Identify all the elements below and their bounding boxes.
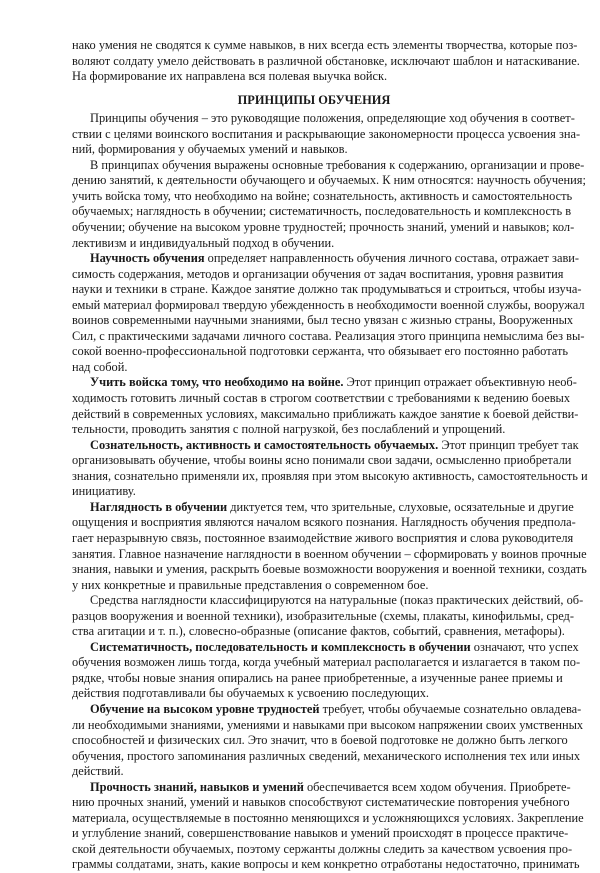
text-line: симость содержания, методов и организации обучения от задач воспитания, уровня развития — [72, 266, 564, 281]
text-line: материала, осуществляемые в постоянно меняющихся и усложняющихся условиях. Закрепление — [72, 810, 584, 825]
text-line: науки и техники в стране. Каждое занятие должно так продумываться и строиться, чтобы изуча- — [72, 282, 582, 297]
paragraph-definition — [72, 111, 581, 158]
text-line: нию прочных знаний, умений и навыков способствуют систематические повторения учебного — [72, 795, 570, 810]
text-line: инициативу. — [72, 484, 136, 499]
text-line: обучаемых; наглядность в обучении; систематичность, последовательность и комплексность в — [72, 204, 572, 219]
paragraph-lead: Наглядность в обучении — [90, 499, 228, 514]
text-line: Принципы обучения – это руководящие положения, определяющие ход обучения в соответ- — [90, 111, 575, 126]
text-line: разцов вооружения и военной техники), изобразительные (схемы, плакаты, кинофильмы, сред- — [72, 608, 574, 623]
text-line: ства агитации и т. п.), словесно-образные (описание фактов, событий, сравнения, метафоры). — [72, 624, 565, 639]
text-line: граммы солдатами, знать, какие вопросы и кем конкретно отработаны недостаточно, принимать — [72, 857, 580, 872]
text-line: и углубление знаний, совершенствование навыков и умений происходят в процессе практиче- — [72, 826, 569, 841]
text-line: лективизм и индивидуальный подход в обучении. — [72, 235, 335, 250]
text-line: учить войска тому, что необходимо на войне; сознательность, активность и самостоятельность — [72, 188, 573, 203]
paragraph-scientific — [72, 251, 585, 375]
paragraph-lead: Обучение на высоком уровне трудностей — [90, 701, 320, 716]
paragraph-lead: Научность обучения — [90, 251, 205, 266]
text-line: воинов современными научными знаниями, был тесно увязан с жизнью страны, Вооруженных — [72, 313, 574, 328]
text-line: На формирование их направлена вся полевая выучка войск. — [72, 69, 388, 84]
text-line: ствии с целями воинского воспитания и раскрывающие закономерности процесса усвоения зна- — [72, 126, 581, 141]
paragraph-visual-aids — [72, 593, 584, 640]
text-line: знания, навыки и умения, раскрыть боевые возможности вооружения и военной техники, создать — [72, 562, 587, 577]
text-line: у них конкретные и правильные представления о современном бое. — [72, 577, 429, 592]
text-line: ской деятельности обучаемых, поэтому сержанты должны следить за качеством усвоения про- — [72, 841, 573, 856]
text-line: Систематичность, последовательность и комплексность в обучении означают, что успех — [90, 639, 579, 654]
paragraph-lead: Систематичность, последовательность и комплексность в обучении — [90, 639, 471, 654]
text-line: гает неразрывную связь, постоянное взаимодействие живого восприятия и слова руководителя — [72, 530, 574, 545]
text-line: дению занятий, к деятельности обучающего и обучаемых. К ним относятся: научность обучения; — [72, 173, 586, 188]
text-line: Учить войска тому, что необходимо на войне. Этот принцип отражает объективную необ- — [90, 375, 577, 390]
text-line: ходимость готовить личный состав в строгом соответствии с требованиями к ведению боевых — [72, 391, 571, 406]
text-line: Обучение на высоком уровне трудностей требует, чтобы обучаемые сознательно овладева- — [90, 701, 582, 716]
text-line: знания, сознательно применяли их, проявляя при этом высокую активность, самостоятельность и — [72, 468, 588, 483]
text-line: Научность обучения определяет направленность обучения личного состава, отражает зави- — [90, 251, 580, 266]
paragraph-lead: Прочность знаний, навыков и умений — [90, 779, 304, 794]
paragraph-consciousness — [72, 437, 588, 500]
text-line: действий. — [72, 764, 124, 779]
text-line: ли необходимыми знаниями, умениями и навыками при высоком напряжении своих умственных — [72, 717, 584, 732]
text-line: Сил, с практическими задачами личного состава. Реализация этого принципа немыслима без вы- — [72, 328, 585, 343]
text-line: В принципах обучения выражены основные требования к содержанию, организации и прове- — [90, 157, 585, 172]
paragraph-visualization — [72, 499, 587, 593]
paragraph-systematic — [72, 639, 581, 702]
text-line: тельности, проводить занятия с полной нагрузкой, без послаблений и упрощений. — [72, 422, 506, 437]
text-line: воляют солдату умело действовать в различной обстановке, исключают шаблон и натаскивание. — [72, 53, 580, 68]
paragraph-principles-list — [72, 157, 586, 251]
text-line: способностей и физических сил. Это значит, что в боевой подготовке не должно быть легкого — [72, 733, 568, 748]
paragraph-lead: Учить войска тому, что необходимо на войне. — [90, 375, 344, 390]
paragraph-lead: Сознательность, активность и самостоятельность обучаемых. — [90, 437, 439, 452]
paragraph-durability — [72, 779, 584, 873]
text-line: обучении; обучение на высоком уровне трудностей; прочность знаний, умений и навыков; кол- — [72, 220, 575, 235]
text-line: сокой военно-профессиональной подготовки сержанта, что обязывает его постоянно работать — [72, 344, 569, 359]
document-page — [72, 38, 588, 873]
paragraph-war-training — [72, 375, 579, 437]
text-line: действий в современных условиях, максимально приближать каждое занятие к боевой действи- — [72, 406, 579, 421]
paragraph-high-difficulty — [72, 701, 584, 780]
section-title: ПРИНЦИПЫ ОБУЧЕНИЯ — [237, 92, 391, 107]
text-line: ощущения и восприятия являются началом всякого познания. Наглядность обучения предпола- — [72, 515, 576, 530]
text-line: обучения возможен лишь тогда, когда учебный материал располагается и излагается в таком по- — [72, 655, 581, 670]
text-line: над собой. — [72, 359, 128, 374]
intro-paragraph — [72, 38, 580, 85]
text-line: занятия. Главное назначение наглядности в военном обучении – сформировать у воинов прочные — [72, 546, 587, 561]
text-line: Сознательность, активность и самостоятельность обучаемых. Этот принцип требует так — [90, 437, 579, 452]
text-line: нако умения не сводятся к сумме навыков, в них всегда есть элементы творчества, которые поз- — [72, 38, 578, 52]
text-line: Прочность знаний, навыков и умений обеспечивается всем ходом обучения. Приобрете- — [90, 779, 571, 794]
text-line: ний, формирования у обучаемых умений и навыков. — [72, 142, 348, 157]
text-line: емый материал формировал твердую убежденность в необходимости военной службы, вооружал — [72, 297, 585, 312]
text-line: обучения, простого запоминания различных сведений, механического исполнения тех или иных — [72, 748, 581, 763]
text-line: действия подготавливали бы обучаемых к усвоению последующих. — [72, 686, 430, 701]
text-line: организовывать обучение, чтобы воины ясно понимали свои задачи, осмысленно приобретали — [72, 453, 572, 468]
text-line: рядке, чтобы новые знания опирались на ранее приобретенные, а изученные ранее приемы и — [72, 670, 563, 685]
text-line: Средства наглядности классифицируются на натуральные (показ практических действий, об- — [90, 593, 584, 608]
text-line: Наглядность в обучении диктуется тем, что зрительные, слуховые, осязательные и другие — [90, 499, 574, 514]
